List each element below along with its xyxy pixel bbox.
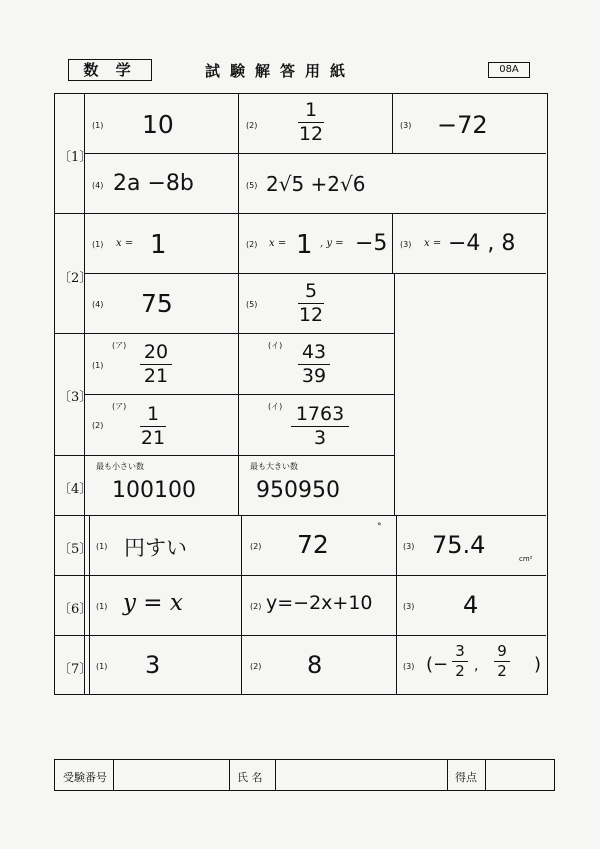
q7-3-denominator-1: 2 xyxy=(455,662,465,680)
q5-3-number: (3) xyxy=(403,542,415,551)
q7-3-open: (− xyxy=(426,654,449,675)
exam-number-label: 受験番号 xyxy=(63,771,107,784)
q1-1-number: (1) xyxy=(92,121,104,130)
q3-1a-label: (ア) xyxy=(112,341,127,350)
q3-2a-denominator: 21 xyxy=(140,427,166,449)
q1-5-answer: 2√5 +2√6 xyxy=(266,172,366,196)
q2-1-x-label: x = xyxy=(116,238,134,249)
q1-2-number: (2) xyxy=(246,121,258,130)
q5-3-unit: cm² xyxy=(519,555,533,563)
q2-1-answer: 1 xyxy=(150,230,167,260)
q7-1-answer: 3 xyxy=(145,651,161,679)
section-7-label: 〔7〕 xyxy=(58,662,93,677)
q6-3-number: (3) xyxy=(403,602,415,611)
q3-2i-answer xyxy=(291,404,349,449)
score-label: 得点 xyxy=(455,771,477,784)
subject-box: 数 学 xyxy=(68,59,152,81)
sheet-code: 08A xyxy=(488,62,530,78)
q7-3-fraction-1 xyxy=(452,643,468,680)
q2-5-denominator: 12 xyxy=(298,304,324,326)
q2-5-answer xyxy=(298,281,324,326)
q3-2a-numerator: 1 xyxy=(146,403,160,425)
q2-2-y-label: , y = xyxy=(320,238,344,249)
q5-2-degree: ° xyxy=(377,522,382,532)
q2-3-answer: −4 , 8 xyxy=(448,231,516,256)
q2-2-x-label: x = xyxy=(269,238,287,249)
q5-2-number: (2) xyxy=(250,542,262,551)
q5-2-answer: 72 xyxy=(297,530,329,559)
q3-1a-answer xyxy=(140,342,172,387)
q3-2-number: (2) xyxy=(92,421,104,430)
q1-4-number: (4) xyxy=(92,181,104,190)
q6-2-number: (2) xyxy=(250,602,262,611)
q3-1i-answer xyxy=(298,342,330,387)
name-field[interactable] xyxy=(276,760,446,790)
q7-3-fraction-2 xyxy=(494,643,510,680)
q1-5-number: (5) xyxy=(246,181,258,190)
q1-2-numerator: 1 xyxy=(304,99,318,121)
q4-max-label: 最も大きい数 xyxy=(250,462,298,471)
q3-1i-denominator: 39 xyxy=(301,365,327,387)
q6-1-number: (1) xyxy=(96,602,108,611)
q4-min-answer: 100100 xyxy=(112,478,196,503)
q1-3-answer: −72 xyxy=(437,111,488,139)
q2-3-x-label: x = xyxy=(424,238,442,249)
q3-2a-label: (ア) xyxy=(112,402,127,411)
q2-2-y-answer: −5 xyxy=(355,231,388,256)
q3-2i-numerator: 1763 xyxy=(295,403,345,425)
sheet-title: 試験解答用紙 xyxy=(205,62,356,80)
q5-3-answer: 75.4 xyxy=(432,531,486,559)
exam-number-field[interactable] xyxy=(114,760,228,790)
section-5-label: 〔5〕 xyxy=(58,542,93,557)
q6-2-answer: y=−2x+10 xyxy=(266,592,373,614)
q5-1-number: (1) xyxy=(96,542,108,551)
section-3-label: 〔3〕 xyxy=(58,390,93,405)
section-6-label: 〔6〕 xyxy=(58,602,93,617)
q7-2-answer: 8 xyxy=(307,651,323,679)
q2-1-number: (1) xyxy=(92,240,104,249)
q6-1-answer: y = x xyxy=(123,590,183,616)
q3-1a-numerator: 20 xyxy=(143,341,169,363)
q2-4-answer: 75 xyxy=(141,289,173,318)
q7-3-number: (3) xyxy=(403,662,415,671)
section-1-label: 〔1〕 xyxy=(58,150,93,165)
q3-1i-numerator: 43 xyxy=(301,341,327,363)
q3-1-number: (1) xyxy=(92,361,104,370)
q3-2i-label: (イ) xyxy=(268,402,283,411)
section-4-label: 〔4〕 xyxy=(58,482,93,497)
q2-3-number: (3) xyxy=(400,240,412,249)
q7-3-numerator-2: 9 xyxy=(497,642,507,660)
q2-4-number: (4) xyxy=(92,300,104,309)
q2-2-x-answer: 1 xyxy=(296,230,313,260)
q7-3-denominator-2: 2 xyxy=(497,662,507,680)
q7-3-numerator-1: 3 xyxy=(455,642,465,660)
q2-5-numerator: 5 xyxy=(304,280,318,302)
q2-5-number: (5) xyxy=(246,300,258,309)
score-field[interactable] xyxy=(486,760,554,790)
q4-max-answer: 950950 xyxy=(256,478,340,503)
q4-min-label: 最も小さい数 xyxy=(96,462,144,471)
q3-1a-denominator: 21 xyxy=(143,365,169,387)
q7-2-number: (2) xyxy=(250,662,262,671)
q1-3-number: (3) xyxy=(400,121,412,130)
q7-3-separator: , xyxy=(474,658,479,674)
footer-table xyxy=(54,759,555,791)
q3-2i-denominator: 3 xyxy=(313,427,327,449)
q3-1i-label: (イ) xyxy=(268,341,283,350)
name-label: 氏 名 xyxy=(237,771,263,784)
q1-2-answer xyxy=(298,100,324,145)
q1-2-denominator: 12 xyxy=(298,123,324,145)
q6-3-answer: 4 xyxy=(463,591,479,619)
q3-2a-answer xyxy=(140,404,166,449)
q1-1-answer: 10 xyxy=(142,110,174,139)
section-2-label: 〔2〕 xyxy=(58,271,93,286)
q7-3-close: ) xyxy=(534,654,542,675)
q5-1-answer: 円すい xyxy=(124,536,187,560)
q7-1-number: (1) xyxy=(96,662,108,671)
q1-4-answer: 2a −8b xyxy=(113,171,194,196)
q2-2-number: (2) xyxy=(246,240,258,249)
